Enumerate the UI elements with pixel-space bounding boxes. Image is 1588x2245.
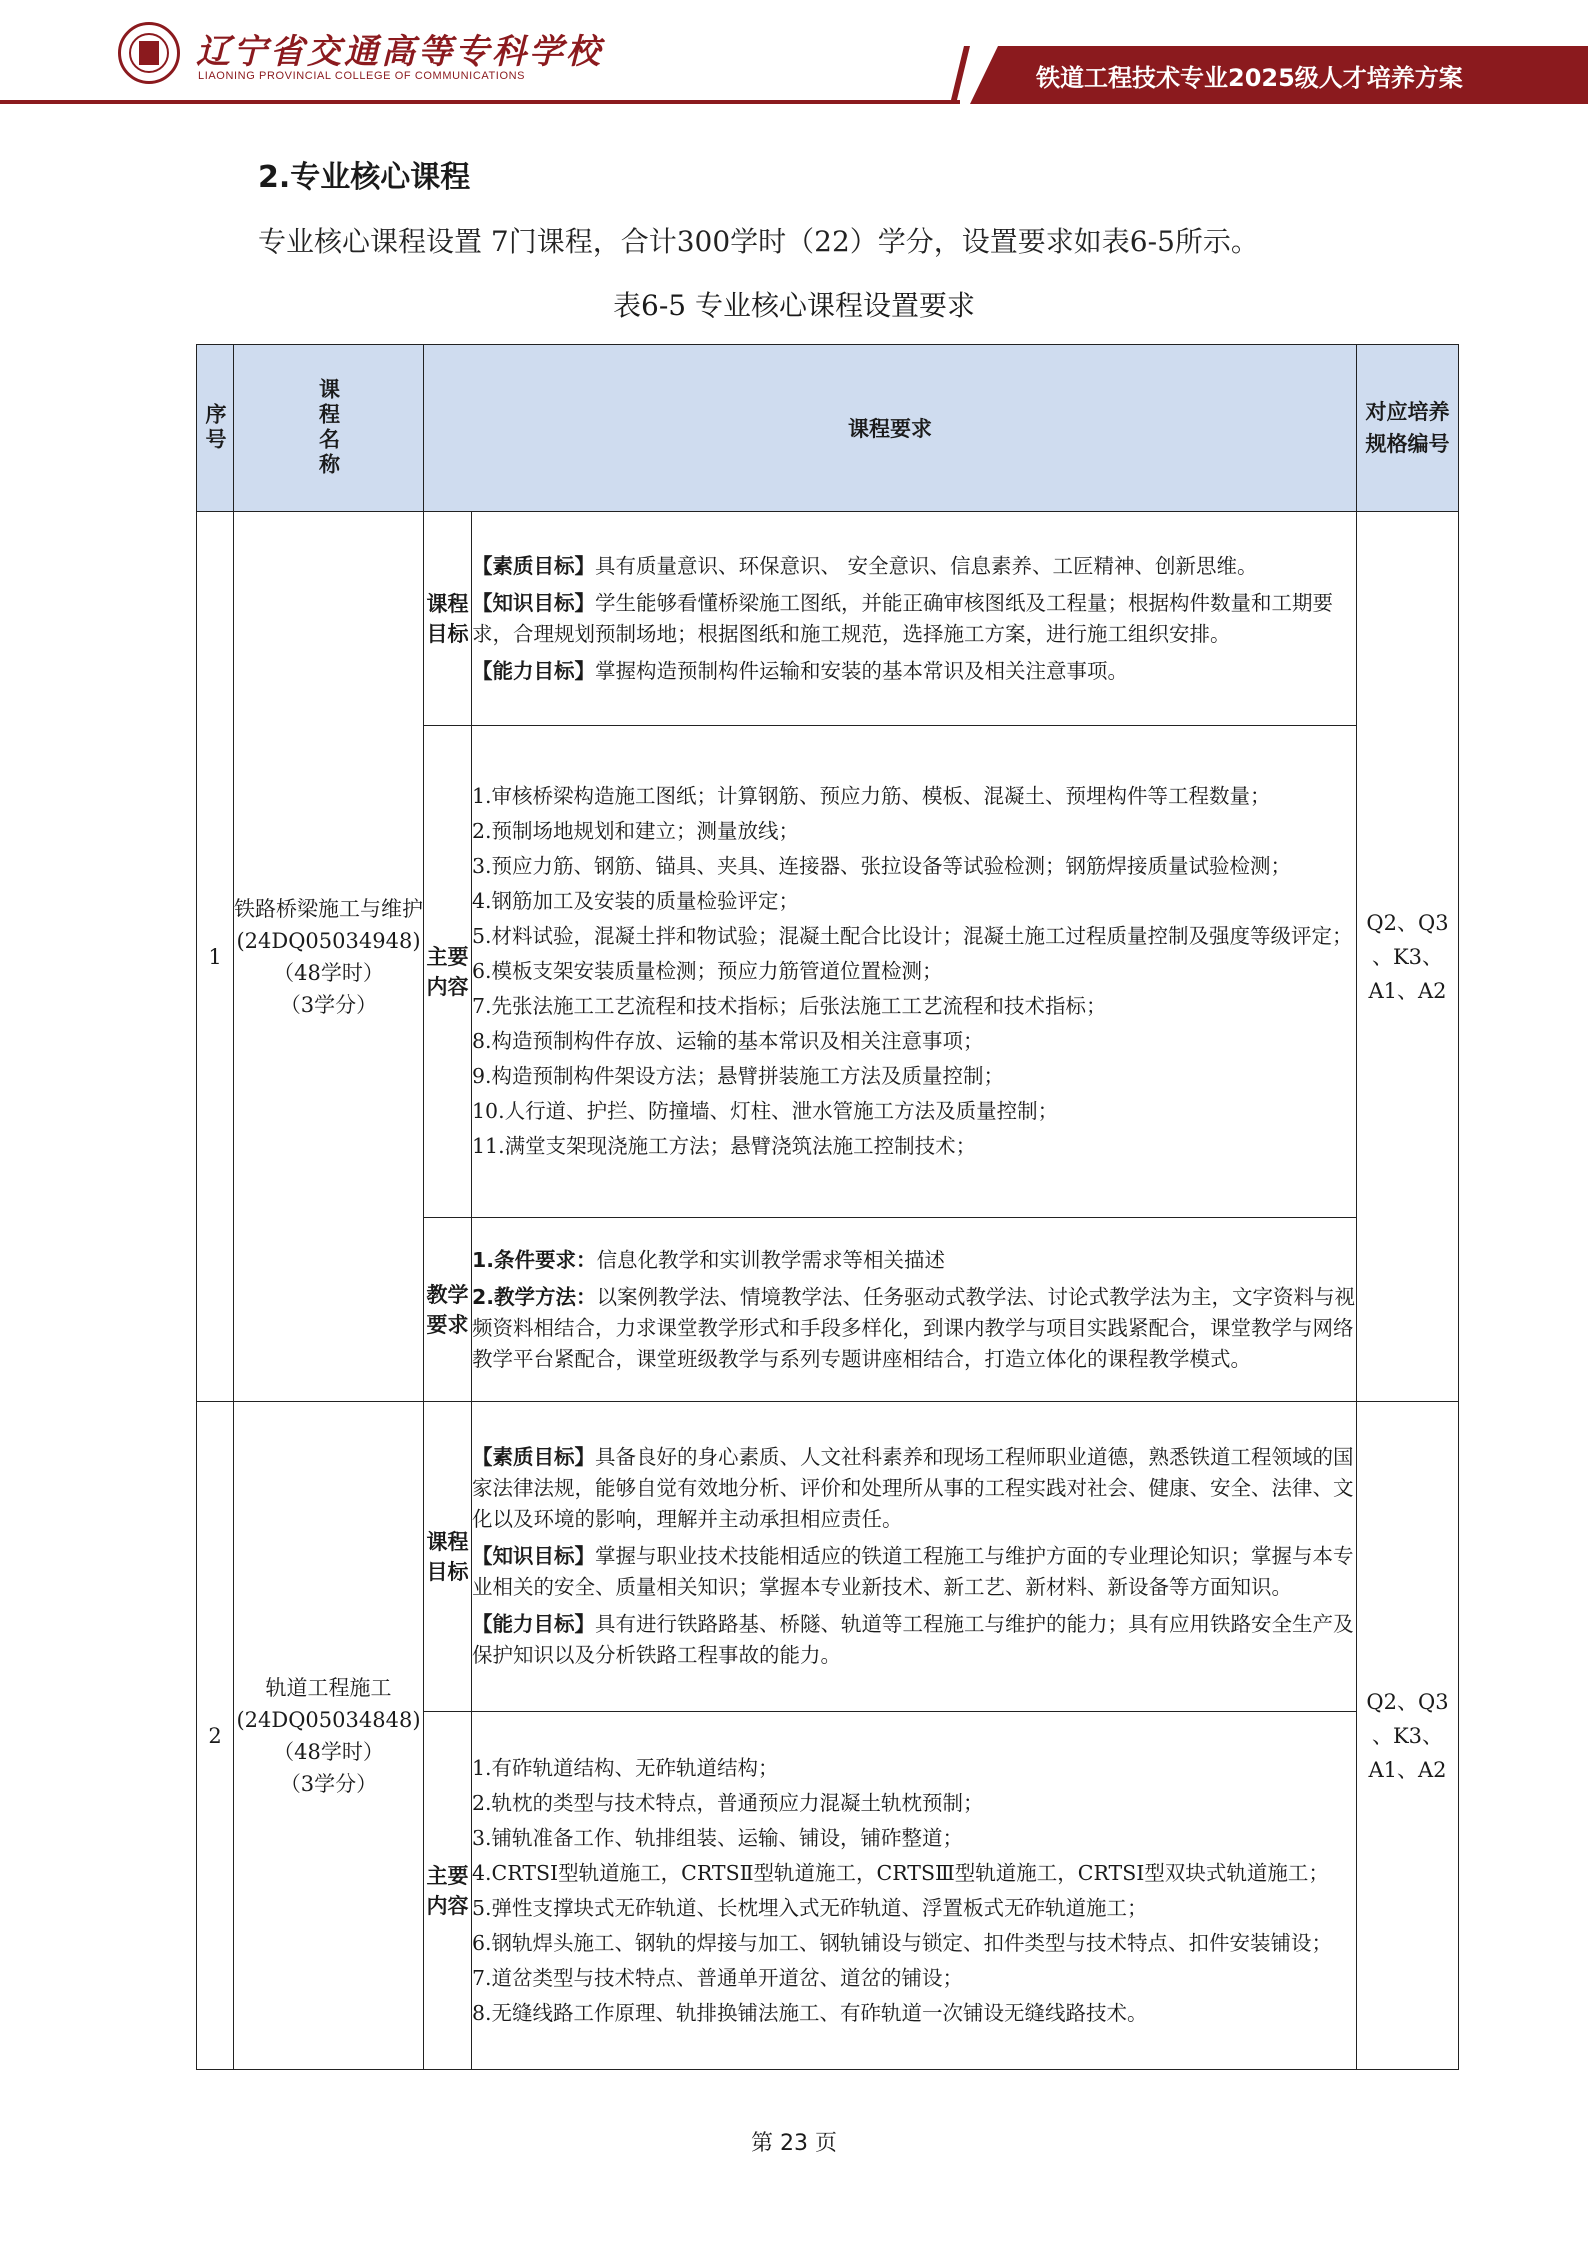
school-name-cn: 辽宁省交通高等专科学校 xyxy=(196,32,603,72)
category-label: 主要内容 xyxy=(424,1712,472,2070)
school-logo-icon xyxy=(118,22,180,84)
course-name-cell: 铁路桥梁施工与维护 (24DQ05034948) （48学时） （3学分） xyxy=(234,512,424,1402)
page-number: 第 23 页 xyxy=(751,2131,837,2156)
target-codes: Q2、Q3 、K3、 A1、A2 xyxy=(1357,512,1459,1402)
course-name-cell: 轨道工程施工 (24DQ05034848) （48学时） （3学分） xyxy=(234,1402,424,2070)
header-no: 序号 xyxy=(197,345,234,512)
table-caption: 表6-5 专业核心课程设置要求 xyxy=(613,289,975,322)
document-title: 铁道工程技术专业2025级人才培养方案 xyxy=(1036,64,1463,92)
section-intro: 专业核心课程设置 7门课程，合计300学时（22）学分，设置要求如表6-5所示。 xyxy=(258,225,1259,258)
category-label: 课程目标 xyxy=(424,1402,472,1712)
header-divider xyxy=(0,100,960,104)
table-row xyxy=(197,512,1459,726)
course-objectives: 【素质目标】具有质量意识、环保意识、 安全意识、信息素养、工匠精神、创新思维。 【知识目标】学生能够看懂桥梁施工图纸，并能正确审核图纸及工程量；根据构件数量和工期要求，合理规划预制场地；根据图纸和施工规范，选择施工方案，进行施工组织安排。 【能力目标】掌握构造预制构件运输和安装的基本常识及相关注意事项。 xyxy=(472,512,1357,726)
school-name-en: LIAONING PROVINCIAL COLLEGE OF COMMUNICATIONS xyxy=(198,70,526,82)
core-course-table xyxy=(196,344,1459,2070)
header-course-name: 课程名称 xyxy=(234,345,424,512)
header-requirements: 课程要求 xyxy=(424,345,1357,512)
section-title: 2.专业核心课程 xyxy=(258,160,471,195)
header-accent xyxy=(950,46,970,104)
target-codes: Q2、Q3 、K3、 A1、A2 xyxy=(1357,1402,1459,2070)
header-target: 对应培养规格编号 xyxy=(1357,345,1459,512)
row-no: 2 xyxy=(197,1402,234,2070)
page-header xyxy=(0,0,1588,110)
teaching-requirements: 1.条件要求：信息化教学和实训教学需求等相关描述 2.教学方法：以案例教学法、情境教学法、任务驱动式教学法、讨论式教学法为主，文字资料与视频资料相结合，力求课堂教学形式和手段多样化，到课内教学与项目实践紧配合，课堂教学与网络教学平台紧配合，课堂班级教学与系列专题讲座相结合，打造立体化的课程教学模式。 xyxy=(472,1218,1357,1402)
table-header-row xyxy=(197,345,1459,512)
category-label: 课程目标 xyxy=(424,512,472,726)
course-objectives: 【素质目标】具备良好的身心素质、人文社科素养和现场工程师职业道德，熟悉铁道工程领域的国家法律法规，能够自觉有效地分析、评价和处理所从事的工程实践对社会、健康、安全、法律、文化以及环境的影响，理解并主动承担相应责任。 【知识目标】掌握与职业技术技能相适应的铁道工程施工与维护方面的专业理论知识；掌握与本专业相关的安全、质量相关知识；掌握本专业新技术、新工艺、新材料、新设备等方面知识。 【能力目标】具有进行铁路路基、桥隧、轨道等工程施工与维护的能力；具有应用铁路安全生产及保护知识以及分析铁路工程事故的能力。 xyxy=(472,1402,1357,1712)
main-contents: 1.有砟轨道结构、无砟轨道结构； 2.轨枕的类型与技术特点，普通预应力混凝土轨枕预制； 3.铺轨准备工作、轨排组装、运输、铺设，铺砟整道； 4.CRTSⅠ型轨道施工，CRTSⅡ型轨道施工，CRTSⅢ型轨道施工，CRTSⅠ型双块式轨道施工； 5.弹性支撑块式无砟轨道、长枕埋入式无砟轨道、浮置板式无砟轨道施工； 6.钢轨焊头施工、钢轨的焊接与加工、钢轨铺设与锁定、扣件类型与技术特点、扣件安装铺设； 7.道岔类型与技术特点、普通单开道岔、道岔的铺设； 8.无缝线路工作原理、轨排换铺法施工、有砟轨道一次铺设无缝线路技术。 xyxy=(472,1712,1357,2070)
category-label: 主要内容 xyxy=(424,726,472,1218)
table-row xyxy=(197,1402,1459,1712)
category-label: 教学要求 xyxy=(424,1218,472,1402)
row-no: 1 xyxy=(197,512,234,1402)
main-contents: 1.审核桥梁构造施工图纸；计算钢筋、预应力筋、模板、混凝土、预埋构件等工程数量； 2.预制场地规划和建立；测量放线； 3.预应力筋、钢筋、锚具、夹具、连接器、张拉设备等试验检测；钢筋焊接质量试验检测； 4.钢筋加工及安装的质量检验评定； 5.材料试验，混凝土拌和物试验；混凝土配合比设计；混凝土施工过程质量控制及强度等级评定； 6.模板支架安装质量检测；预应力筋管道位置检测； 7.先张法施工工艺流程和技术指标；后张法施工工艺流程和技术指标； 8.构造预制构件存放、运输的基本常识及相关注意事项； 9.构造预制构件架设方法；悬臂拼装施工方法及质量控制； 10.人行道、护拦、防撞墙、灯柱、泄水管施工方法及质量控制； 11.满堂支架现浇施工方法；悬臂浇筑法施工控制技术； xyxy=(472,726,1357,1218)
